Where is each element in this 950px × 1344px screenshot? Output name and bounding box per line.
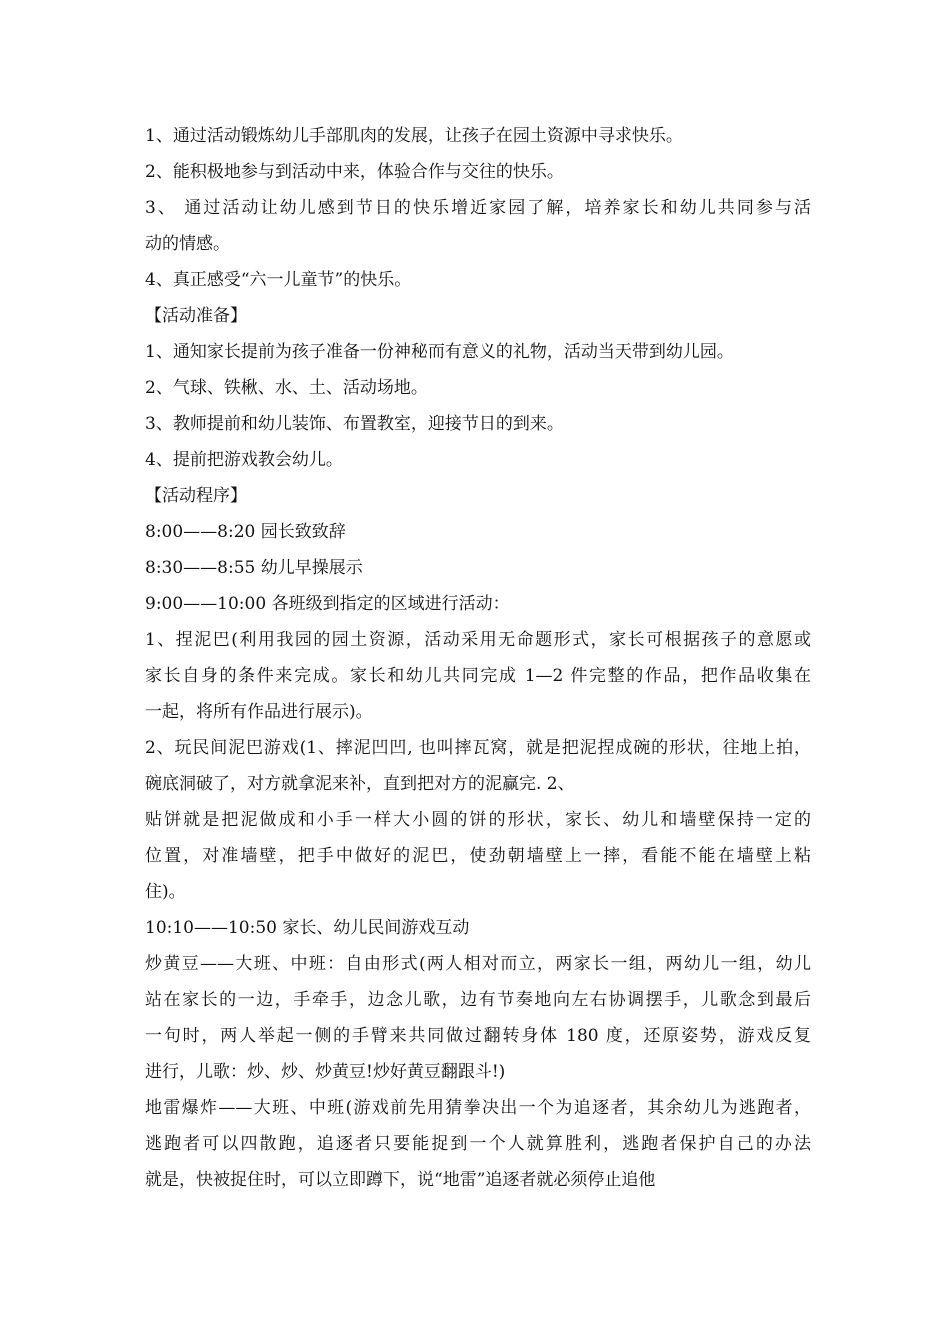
text-line: 1、通过活动锻炼幼儿手部肌肉的发展，让孩子在园土资源中寻求快乐。 (145, 126, 683, 146)
text-line: 2、气球、铁楸、水、土、活动场地。 (145, 378, 428, 398)
document-body (145, 118, 811, 1198)
text-line: 一起，将所有作品进行展示)。 (145, 702, 373, 722)
text-line: 动的情感。 (145, 234, 230, 254)
section-heading: 【活动准备】 (145, 306, 247, 326)
text-line: 一句时，两人举起一侧的手臂来共同做过翻转身体 180 度，还原姿势，游戏反复 (145, 1026, 811, 1046)
text-line: 2、能积极地参与到活动中来，体验合作与交往的快乐。 (145, 162, 564, 182)
text-line: 家长自身的条件来完成。家长和幼儿共同完成 1—2 件完整的作品，把作品收集在 (145, 666, 811, 686)
section-heading: 【活动程序】 (145, 486, 247, 506)
text-line: 4、提前把游戏教会幼儿。 (145, 450, 343, 470)
text-line: 碗底洞破了，对方就拿泥来补，直到把对方的泥赢完. 2、 (145, 774, 575, 794)
text-line: 3、 通过活动让幼儿感到节日的快乐增近家园了解，培养家长和幼儿共同参与活 (145, 198, 811, 218)
text-line: 4、真正感受“六一儿童节”的快乐。 (145, 270, 412, 290)
text-line: 1、捏泥巴(利用我园的园土资源，活动采用无命题形式，家长可根据孩子的意愿或 (145, 630, 811, 650)
text-line: 贴饼就是把泥做成和小手一样大小圆的饼的形状，家长、幼儿和墙壁保持一定的 (145, 810, 811, 830)
text-line: 逃跑者可以四散跑，追逐者只要能捉到一个人就算胜利，逃跑者保护自己的办法 (145, 1134, 811, 1154)
schedule-line: 8:00——8:20 园长致致辞 (145, 522, 346, 542)
text-line: 3、教师提前和幼儿装饰、布置教室，迎接节日的到来。 (145, 414, 564, 434)
schedule-line: 9:00——10:00 各班级到指定的区域进行活动： (145, 594, 510, 614)
text-line: 炒黄豆——大班、中班：自由形式(两人相对而立，两家长一组，两幼儿一组，幼儿 (145, 954, 811, 974)
schedule-line: 8:30——8:55 幼儿早操展示 (145, 558, 363, 578)
text-line: 2、玩民间泥巴游戏(1、摔泥凹凹, 也叫摔瓦窝，就是把泥捏成碗的形状，往地上拍， (145, 738, 811, 758)
text-line: 就是，快被捉住时，可以立即蹲下，说“地雷”追逐者就必须停止追他 (145, 1170, 656, 1190)
text-line: 进行，儿歌：炒、炒、炒黄豆!炒好黄豆翻跟斗!) (145, 1062, 506, 1082)
text-line: 站在家长的一边，手牵手，边念儿歌，边有节奏地向左右协调摆手，儿歌念到最后 (145, 990, 811, 1010)
text-line: 住)。 (145, 882, 186, 902)
text-line: 地雷爆炸——大班、中班(游戏前先用猜拳决出一个为追逐者，其余幼儿为逃跑者， (145, 1098, 811, 1118)
text-line: 位置，对准墙壁，把手中做好的泥巴，使劲朝墙壁上一摔，看能不能在墙壁上粘 (145, 846, 811, 866)
schedule-line: 10:10——10:50 家长、幼儿民间游戏互动 (145, 918, 470, 938)
text-line: 1、通知家长提前为孩子准备一份神秘而有意义的礼物，活动当天带到幼儿园。 (145, 342, 734, 362)
